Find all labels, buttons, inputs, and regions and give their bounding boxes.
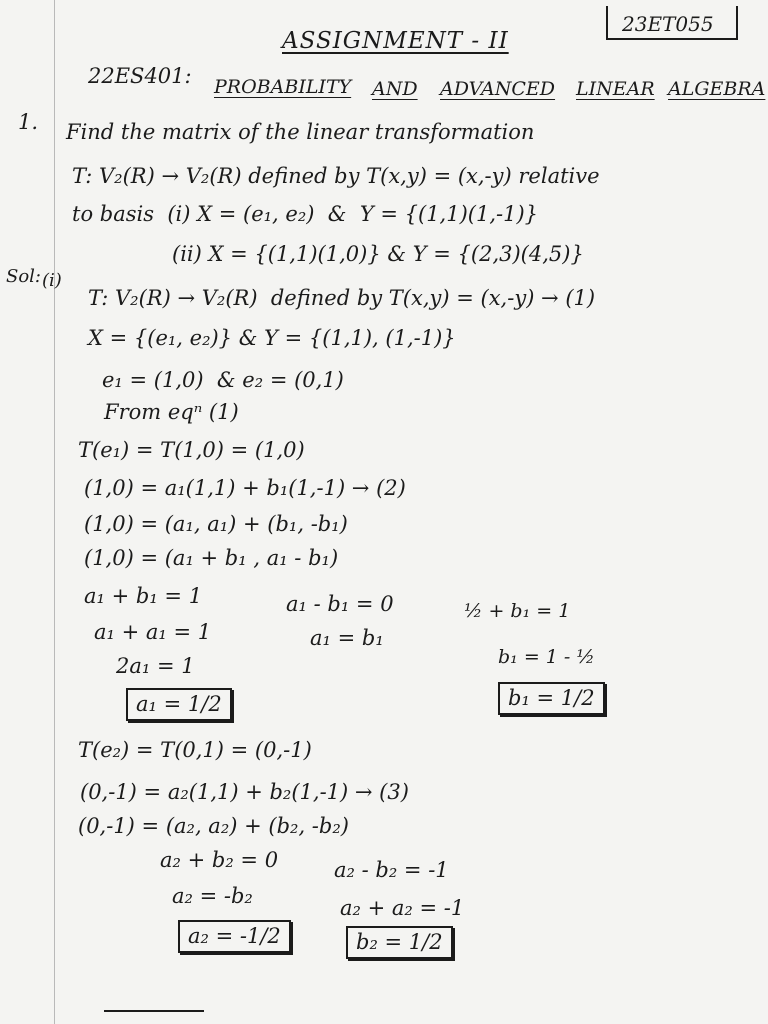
equation: a₁ + b₁ = 1 bbox=[84, 584, 203, 608]
equation: a₂ + a₂ = -1 bbox=[340, 896, 465, 920]
solution-line: From eqⁿ (1) bbox=[104, 400, 239, 424]
course-word-2: AND bbox=[372, 78, 418, 100]
equation: a₂ = -b₂ bbox=[172, 884, 253, 908]
question-line: Find the matrix of the linear transformation bbox=[66, 120, 535, 144]
solution-line: (0,-1) = (a₂, a₂) + (b₂, -b₂) bbox=[78, 814, 349, 838]
question-line: T: V₂(R) → V₂(R) defined by T(x,y) = (x,-y) relative bbox=[72, 164, 600, 188]
equation: a₁ + a₁ = 1 bbox=[94, 620, 212, 644]
equation: ½ + b₁ = 1 bbox=[464, 600, 571, 622]
solution-line: (1,0) = a₁(1,1) + b₁(1,-1) → (2) bbox=[84, 476, 406, 500]
page-title: ASSIGNMENT - II bbox=[282, 28, 509, 54]
boxed-answer: b₁ = 1/2 bbox=[498, 682, 605, 715]
course-word-1: PROBABILITY bbox=[214, 76, 352, 98]
equation: a₁ - b₁ = 0 bbox=[286, 592, 394, 616]
solution-line: T: V₂(R) → V₂(R) defined by T(x,y) = (x,-y) → (1) bbox=[88, 286, 596, 310]
question-number: 1. bbox=[18, 110, 39, 134]
solution-line: (1,0) = (a₁, a₁) + (b₁, -b₁) bbox=[84, 512, 348, 536]
margin-line bbox=[54, 0, 55, 1024]
solution-line: T(e₁) = T(1,0) = (1,0) bbox=[78, 438, 305, 462]
solution-line: (1,0) = (a₁ + b₁ , a₁ - b₁) bbox=[84, 546, 339, 570]
course-word-4: LINEAR bbox=[576, 78, 655, 100]
boxed-answer: b₂ = 1/2 bbox=[346, 926, 453, 959]
question-line: to basis (i) X = (e₁, e₂) & Y = {(1,1)(1,-1)} bbox=[72, 202, 539, 226]
course-code: 22ES401: bbox=[88, 64, 192, 88]
equation: 2a₁ = 1 bbox=[116, 654, 195, 678]
bottom-rule bbox=[104, 1010, 204, 1012]
roll-number-box bbox=[606, 6, 738, 40]
solution-line: (0,-1) = a₂(1,1) + b₂(1,-1) → (3) bbox=[80, 780, 409, 804]
solution-part: (i) bbox=[42, 270, 62, 291]
solution-label: Sol: bbox=[6, 266, 41, 287]
solution-line: T(e₂) = T(0,1) = (0,-1) bbox=[78, 738, 312, 762]
equation: a₂ - b₂ = -1 bbox=[334, 858, 449, 882]
roll-number: 23ET055 bbox=[622, 12, 714, 36]
boxed-answer: a₂ = -1/2 bbox=[178, 920, 291, 953]
course-word-3: ADVANCED bbox=[440, 78, 556, 100]
solution-line: X = {(e₁, e₂)} & Y = {(1,1), (1,-1)} bbox=[88, 326, 456, 350]
course-word-5: ALGEBRA bbox=[668, 78, 766, 100]
equation: a₂ + b₂ = 0 bbox=[160, 848, 279, 872]
question-line: (ii) X = {(1,1)(1,0)} & Y = {(2,3)(4,5)} bbox=[172, 242, 584, 266]
equation: a₁ = b₁ bbox=[310, 626, 384, 650]
equation: b₁ = 1 - ½ bbox=[498, 646, 595, 668]
solution-line: e₁ = (1,0) & e₂ = (0,1) bbox=[102, 368, 344, 392]
boxed-answer: a₁ = 1/2 bbox=[126, 688, 232, 721]
